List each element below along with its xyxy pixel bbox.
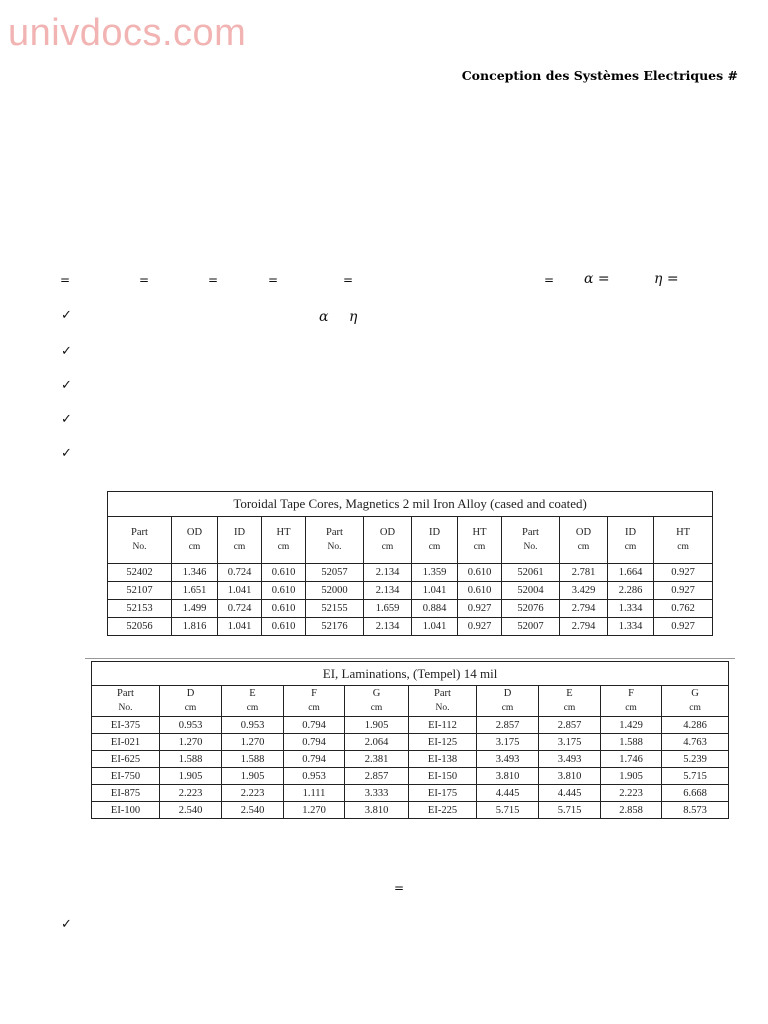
header-unit: cm — [277, 542, 290, 552]
table-cell: 0.953 — [284, 768, 345, 785]
table-cell: 3.175 — [539, 734, 601, 751]
header-label: OD — [575, 527, 592, 538]
column-header — [458, 517, 502, 564]
table-cell: 1.664 — [608, 564, 654, 582]
table-cell: 3.810 — [345, 802, 409, 819]
column-header — [539, 686, 601, 717]
table-cell: 1.270 — [222, 734, 284, 751]
header-unit: cm — [689, 703, 701, 713]
equals-sign-5: = — [343, 273, 354, 287]
table-cell: EI-875 — [92, 785, 160, 802]
header-unit: cm — [577, 542, 590, 552]
table-cell: 1.746 — [601, 751, 662, 768]
table-cell: EI-138 — [409, 751, 477, 768]
table-cell: EI-100 — [92, 802, 160, 819]
table-cell: 1.429 — [601, 717, 662, 734]
watermark: univdocs.com — [8, 12, 247, 54]
table-cell: 4.286 — [662, 717, 729, 734]
table-cell: 1.041 — [412, 582, 458, 600]
table-cell: 52107 — [108, 582, 172, 600]
header-unit: cm — [188, 542, 201, 552]
check-icon: ✓ — [61, 446, 72, 461]
table-cell: 0.610 — [262, 582, 306, 600]
column-header — [218, 517, 262, 564]
equals-sign-1: = — [60, 273, 71, 287]
table-cell: 2.381 — [345, 751, 409, 768]
table-cell: 1.905 — [160, 768, 222, 785]
column-header — [160, 686, 222, 717]
table-cell: 2.064 — [345, 734, 409, 751]
header-label: ID — [428, 527, 441, 538]
table-cell: 2.857 — [345, 768, 409, 785]
equals-sign-2: = — [139, 273, 150, 287]
table-cell: 3.175 — [477, 734, 539, 751]
table-cell: 2.540 — [222, 802, 284, 819]
table-cell: 1.905 — [601, 768, 662, 785]
table-cell: 1.588 — [222, 751, 284, 768]
table-cell: 0.610 — [262, 618, 306, 636]
table-cell: 1.346 — [172, 564, 218, 582]
header-label: E — [249, 688, 256, 699]
header-unit: cm — [233, 542, 246, 552]
header-label: F — [311, 688, 317, 699]
table-cell: 52061 — [502, 564, 560, 582]
column-header — [502, 517, 560, 564]
table-title: EI, Laminations, (Tempel) 14 mil — [92, 662, 729, 686]
table-cell: 2.223 — [160, 785, 222, 802]
header-label: ID — [233, 527, 246, 538]
page-header-title: Conception des Systèmes Electriques # — [461, 68, 738, 83]
table-cell: 4.445 — [477, 785, 539, 802]
header-label: Part — [522, 527, 539, 538]
table-cell: 2.794 — [560, 618, 608, 636]
header-label: F — [628, 688, 634, 699]
table-cell: 3.429 — [560, 582, 608, 600]
table-cell: 1.334 — [608, 600, 654, 618]
table-cell: 5.715 — [539, 802, 601, 819]
header-unit: No. — [435, 703, 450, 713]
table-cell: 2.857 — [477, 717, 539, 734]
equals-sign-3: = — [208, 273, 219, 287]
table-cell: 1.588 — [601, 734, 662, 751]
table-cell: 0.794 — [284, 734, 345, 751]
table-cell: 0.927 — [458, 600, 502, 618]
header-unit: cm — [246, 703, 259, 713]
table-cell: 0.927 — [654, 582, 713, 600]
table-cell: 4.763 — [662, 734, 729, 751]
table-cell: 1.816 — [172, 618, 218, 636]
header-label: HT — [676, 527, 691, 538]
header-label: G — [691, 688, 699, 699]
table-row — [108, 582, 713, 600]
table-cell: 0.953 — [160, 717, 222, 734]
table-row — [108, 600, 713, 618]
table-cell: 1.905 — [222, 768, 284, 785]
table-cell: 0.610 — [262, 600, 306, 618]
header-label: Part — [131, 527, 148, 538]
header-label: HT — [472, 527, 487, 538]
check-icon: ✓ — [61, 378, 72, 393]
table-cell: 2.781 — [560, 564, 608, 582]
equals-sign-4: = — [268, 273, 279, 287]
table-cell: 52402 — [108, 564, 172, 582]
table-cell: 5.715 — [662, 768, 729, 785]
table-cell: 0.884 — [412, 600, 458, 618]
column-header — [608, 517, 654, 564]
table-cell: 0.794 — [284, 751, 345, 768]
check-icon: ✓ — [61, 917, 72, 932]
table-cell: 52153 — [108, 600, 172, 618]
table-cell: EI-375 — [92, 717, 160, 734]
table-cell: 1.270 — [284, 802, 345, 819]
table-cell: 1.270 — [160, 734, 222, 751]
table-cell: 6.668 — [662, 785, 729, 802]
ei-laminations-table — [91, 661, 729, 819]
table-cell: EI-125 — [409, 734, 477, 751]
header-unit: cm — [625, 703, 637, 713]
header-unit: cm — [501, 703, 514, 713]
table-cell: 52155 — [306, 600, 364, 618]
header-unit: cm — [677, 542, 689, 552]
table-cell: EI-625 — [92, 751, 160, 768]
table-row — [92, 768, 729, 785]
header-unit: No. — [118, 703, 133, 713]
column-header — [412, 517, 458, 564]
table-cell: EI-750 — [92, 768, 160, 785]
header-label: OD — [379, 527, 396, 538]
table-row — [92, 751, 729, 768]
table-cell: 2.134 — [364, 564, 412, 582]
column-header — [409, 686, 477, 717]
table-cell: 1.111 — [284, 785, 345, 802]
header-label: D — [503, 688, 512, 699]
table-cell: 0.953 — [222, 717, 284, 734]
table-cell: 5.239 — [662, 751, 729, 768]
table-cell: 0.610 — [458, 582, 502, 600]
header-label: Part — [117, 688, 134, 699]
table-cell: 2.223 — [222, 785, 284, 802]
table-cell: EI-021 — [92, 734, 160, 751]
table-cell: 0.927 — [654, 618, 713, 636]
column-header — [222, 686, 284, 717]
header-label: E — [566, 688, 573, 699]
eta-equals: η = — [654, 271, 679, 287]
table-cell: 52057 — [306, 564, 364, 582]
table-row — [92, 802, 729, 819]
header-unit: cm — [381, 542, 394, 552]
table-cell: 1.659 — [364, 600, 412, 618]
table-row — [92, 717, 729, 734]
table-row — [92, 734, 729, 751]
alpha-equals: α = — [584, 271, 610, 287]
table-cell: EI-150 — [409, 768, 477, 785]
header-unit: No. — [327, 542, 342, 552]
column-header — [560, 517, 608, 564]
table-cell: 1.041 — [218, 618, 262, 636]
column-header — [306, 517, 364, 564]
table-cell: 0.724 — [218, 600, 262, 618]
table-cell: 1.334 — [608, 618, 654, 636]
header-unit: cm — [563, 703, 576, 713]
column-header — [477, 686, 539, 717]
header-unit: cm — [370, 703, 383, 713]
table-cell: 2.540 — [160, 802, 222, 819]
table-cell: EI-225 — [409, 802, 477, 819]
equals-sign-6: = — [544, 273, 555, 287]
table-cell: 3.493 — [539, 751, 601, 768]
column-header — [172, 517, 218, 564]
header-label: OD — [186, 527, 203, 538]
table-cell: EI-112 — [409, 717, 477, 734]
header-unit: No. — [132, 542, 147, 552]
check-icon: ✓ — [61, 344, 72, 359]
table-cell: 0.927 — [458, 618, 502, 636]
alpha-symbol: α — [319, 309, 329, 325]
table-cell: 8.573 — [662, 802, 729, 819]
table-cell: 5.715 — [477, 802, 539, 819]
table-cell: 0.724 — [218, 564, 262, 582]
table-cell: 52000 — [306, 582, 364, 600]
header-unit: cm — [428, 542, 441, 552]
table-cell: 2.134 — [364, 618, 412, 636]
header-label: ID — [624, 527, 637, 538]
column-header — [364, 517, 412, 564]
column-header — [284, 686, 345, 717]
table-cell: 1.588 — [160, 751, 222, 768]
table-cell: 52176 — [306, 618, 364, 636]
eta-symbol: η — [349, 309, 358, 325]
table-cell: EI-175 — [409, 785, 477, 802]
table-cell: 0.927 — [654, 564, 713, 582]
header-unit: No. — [523, 542, 538, 552]
column-header — [108, 517, 172, 564]
table-cell: 2.223 — [601, 785, 662, 802]
table-cell: 1.499 — [172, 600, 218, 618]
table-cell: 3.810 — [539, 768, 601, 785]
table-cell: 52007 — [502, 618, 560, 636]
table-cell: 0.610 — [262, 564, 306, 582]
table-cell: 2.857 — [539, 717, 601, 734]
table-cell: 52056 — [108, 618, 172, 636]
table-cell: 2.286 — [608, 582, 654, 600]
table-cell: 2.794 — [560, 600, 608, 618]
header-label: Part — [326, 527, 343, 538]
header-label: Part — [434, 688, 451, 699]
table-cell: 52076 — [502, 600, 560, 618]
table-cell: 0.794 — [284, 717, 345, 734]
table-cell: 0.610 — [458, 564, 502, 582]
table-cell: 1.905 — [345, 717, 409, 734]
table-row — [92, 785, 729, 802]
table-cell: 1.359 — [412, 564, 458, 582]
column-header — [92, 686, 160, 717]
table-row — [108, 564, 713, 582]
divider — [85, 658, 735, 659]
column-header — [345, 686, 409, 717]
table-cell: 2.858 — [601, 802, 662, 819]
column-header — [601, 686, 662, 717]
table-cell: 1.041 — [218, 582, 262, 600]
table-cell: 3.810 — [477, 768, 539, 785]
toroidal-cores-table — [107, 491, 713, 636]
table-cell: 3.493 — [477, 751, 539, 768]
equals-sign-7: = — [394, 881, 405, 895]
table-row — [108, 618, 713, 636]
table-cell: 1.651 — [172, 582, 218, 600]
check-icon: ✓ — [61, 412, 72, 427]
column-header — [654, 517, 713, 564]
header-unit: cm — [308, 703, 320, 713]
table-cell: 52004 — [502, 582, 560, 600]
header-unit: cm — [184, 703, 197, 713]
table-cell: 3.333 — [345, 785, 409, 802]
table-cell: 2.134 — [364, 582, 412, 600]
table-cell: 4.445 — [539, 785, 601, 802]
check-icon: ✓ — [61, 308, 72, 323]
header-unit: cm — [473, 542, 486, 552]
header-label: D — [186, 688, 195, 699]
column-header — [662, 686, 729, 717]
table-title: Toroidal Tape Cores, Magnetics 2 mil Iron Alloy (cased and coated) — [108, 492, 713, 517]
column-header — [262, 517, 306, 564]
table-cell: 0.762 — [654, 600, 713, 618]
table-cell: 1.041 — [412, 618, 458, 636]
header-unit: cm — [624, 542, 637, 552]
header-label: G — [372, 688, 381, 699]
header-label: HT — [276, 527, 291, 538]
